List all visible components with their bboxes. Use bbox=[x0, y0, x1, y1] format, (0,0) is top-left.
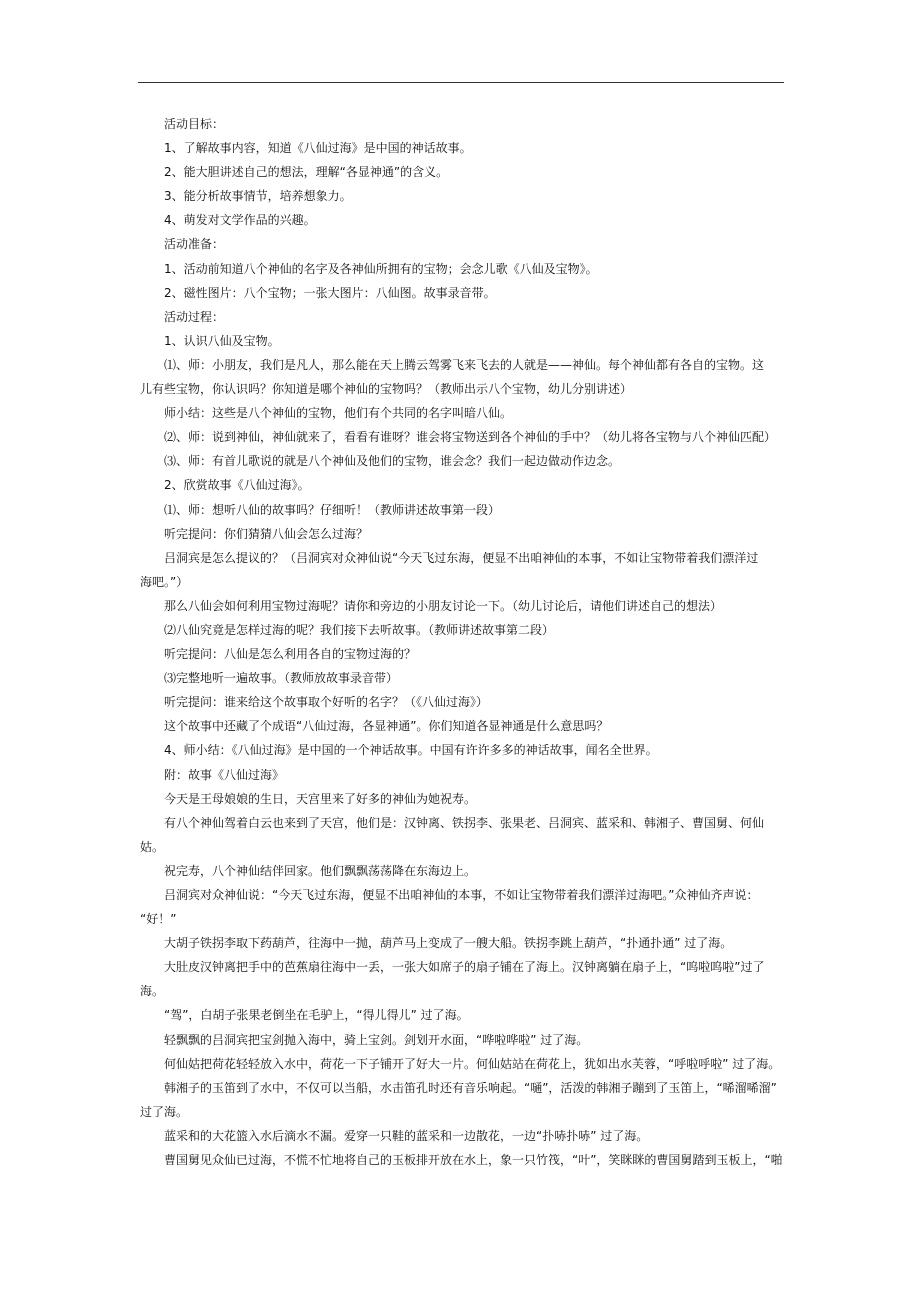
text-line: ⑶完整地听一遍故事。（教师放故事录音带） bbox=[164, 671, 399, 686]
text-line: 听完提问：你们猜猜八仙会怎么过海？ bbox=[164, 526, 369, 541]
text-line: ⑵八仙究竟是怎样过海的呢？我们接下去听故事。（教师讲述故事第二段） bbox=[164, 622, 555, 637]
document-body bbox=[140, 112, 784, 1172]
text-line: 4、师小结：《八仙过海》是中国的一个神话故事。中国有许许多多的神话故事，闻名全世界。 bbox=[164, 743, 658, 758]
text-line: 轻飘飘的吕洞宾把宝剑抛入海中，骑上宝剑。剑划开水面，“哗啦哗啦” 过了海。 bbox=[164, 1032, 589, 1047]
text-line: 姑。 bbox=[140, 839, 165, 854]
text-line: 祝完寿，八个神仙结伴回家。他们飘飘荡荡降在东海边上。 bbox=[164, 863, 477, 878]
text-line: 今天是王母娘娘的生日，天宫里来了好多的神仙为她祝寿。 bbox=[164, 791, 477, 806]
text-line: ⑴、师：想听八仙的故事吗？仔细听！（教师讲述故事第一段） bbox=[164, 502, 501, 517]
text-line: 活动目标： bbox=[164, 117, 225, 131]
text-line: 3、能分析故事情节，培养想象力。 bbox=[164, 189, 352, 204]
text-line: 海。 bbox=[140, 984, 165, 999]
text-line: 吕洞宾对众神仙说：“今天飞过东海，便显不出咱神仙的本事，不如让宝物带着我们漂洋过海吧。”众神仙齐声说： bbox=[164, 888, 759, 902]
text-line: 那么八仙会如何利用宝物过海呢？请你和旁边的小朋友讨论一下。（幼儿讨论后，请他们讲述自己的想法） bbox=[164, 598, 723, 613]
text-line: 听完提问：谁来给这个故事取个好听的名字？（《八仙过海》） bbox=[164, 695, 489, 710]
text-line: 大肚皮汉钟离把手中的芭蕉扇往海中一丢，一张大如席子的扇子铺在了海上。汉钟离躺在扇子上，“呜啦呜啦”过了 bbox=[164, 960, 765, 975]
text-line: 活动过程： bbox=[164, 309, 225, 324]
text-line: 1、了解故事内容，知道《八仙过海》是中国的神话故事。 bbox=[164, 141, 472, 156]
text-line: 4、萌发对文学作品的兴趣。 bbox=[164, 213, 316, 228]
text-line: 2、能大胆讲述自己的想法，理解“各显神通”的含义。 bbox=[164, 165, 449, 180]
text-line: 儿有些宝物，你认识吗？你知道是哪个神仙的宝物吗？（教师出示八个宝物，幼儿分别讲述） bbox=[140, 382, 633, 397]
text-line: 何仙姑把荷花轻轻放入水中，荷花一下子铺开了好大一片。何仙姑站在荷花上，犹如出水芙蓉，“呼啦呼啦” 过了海。 bbox=[164, 1056, 781, 1071]
text-line: “驾”，白胡子张果老倒坐在毛驴上，“得儿得儿” 过了海。 bbox=[164, 1008, 469, 1023]
text-line: “好！” bbox=[140, 912, 177, 927]
text-line: 有八个神仙驾着白云也来到了天宫，他们是：汉钟离、铁拐李、张果老、吕洞宾、蓝采和、韩湘子、曹国舅、何仙 bbox=[164, 815, 765, 830]
text-line: 曹国舅见众仙已过海，不慌不忙地将自己的玉板排开放在水上，象一只竹筏，“叶”，笑眯眯的曹国舅踏到玉板上，“啪 bbox=[164, 1153, 783, 1168]
text-line: 1、认识八仙及宝物。 bbox=[164, 333, 280, 348]
text-line: 大胡子铁拐李取下药葫芦，往海中一抛，葫芦马上变成了一艘大船。铁拐李跳上葫芦，“扑通扑通” 过了海。 bbox=[164, 936, 733, 951]
text-line: 蓝采和的大花篮入水后滴水不漏。爱穿一只鞋的蓝采和一边散花，一边“扑哧扑哧” 过了海。 bbox=[164, 1128, 649, 1143]
text-line: ⑴、师：小朋友，我们是凡人，那么能在天上腾云驾雾飞来飞去的人就是——神仙。每个神仙都有各自的宝物。这 bbox=[164, 357, 765, 372]
header-rule bbox=[138, 82, 784, 83]
text-line: 这个故事中还藏了个成语“八仙过海，各显神通”。你们知道各显神通是什么意思吗？ bbox=[164, 719, 609, 734]
text-line: 1、活动前知道八个神仙的名字及各神仙所拥有的宝物；会念儿歌《八仙及宝物》。 bbox=[164, 261, 598, 276]
text-line: 2、磁性图片：八个宝物；一张大图片：八仙图。故事录音带。 bbox=[164, 285, 496, 300]
text-line: 吕洞宾是怎么提议的？（吕洞宾对众神仙说“今天飞过东海，便显不出咱神仙的本事，不如让宝物带着我们漂洋过 bbox=[164, 550, 759, 565]
text-line: 2、欣赏故事《八仙过海》。 bbox=[164, 478, 310, 493]
text-line: ⑶、师：有首儿歌说的就是八个神仙及他们的宝物，谁会念？我们一起边做动作边念。 bbox=[164, 454, 621, 469]
text-line: 韩湘子的玉笛到了水中，不仅可以当船，水击笛孔时还有音乐响起。“嗵”，活泼的韩湘子蹦到了玉笛上，“唏溜唏溜” bbox=[164, 1080, 777, 1095]
text-line: 师小结：这些是八个神仙的宝物，他们有个共同的名字叫暗八仙。 bbox=[164, 406, 513, 421]
text-line: 过了海。 bbox=[140, 1104, 189, 1119]
text-line: 海吧。”） bbox=[140, 574, 189, 589]
text-line: ⑵、师：说到神仙，神仙就来了，看看有谁呀？谁会将宝物送到各个神仙的手中？（幼儿将各宝物与八个神仙匹配） bbox=[164, 430, 777, 445]
text-line: 活动准备： bbox=[164, 237, 225, 252]
text-line: 附：故事《八仙过海》 bbox=[164, 767, 285, 782]
text-line: 听完提问：八仙是怎么利用各自的宝物过海的？ bbox=[164, 647, 417, 662]
